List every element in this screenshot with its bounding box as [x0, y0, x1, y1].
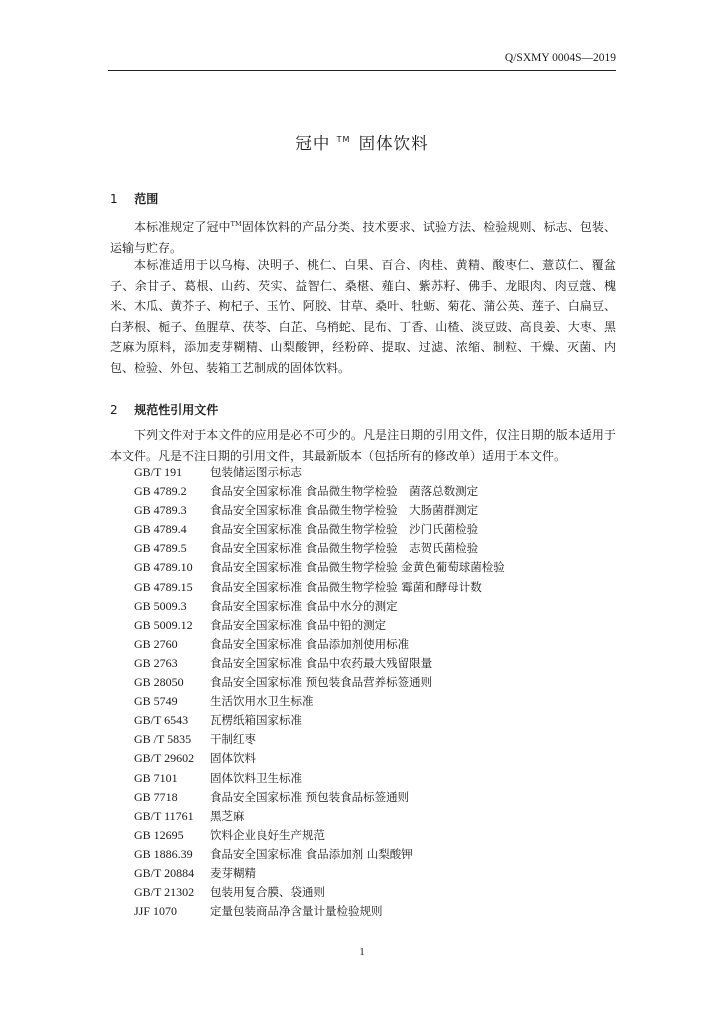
- reference-item: [134, 902, 624, 921]
- reference-item: [134, 635, 624, 654]
- reference-title: 食品安全国家标准 食品微生物学检验 志贺氏菌检验: [210, 541, 479, 556]
- reference-title: 麦芽糊精: [210, 865, 256, 880]
- reference-item: [134, 692, 624, 711]
- reference-list: [134, 463, 624, 921]
- reference-code: GB 5009.3: [134, 598, 187, 613]
- scope-p1-trademark: TM: [230, 220, 242, 228]
- reference-code: GB 4789.4: [134, 522, 187, 537]
- reference-item: [134, 558, 624, 577]
- section-2-heading: [110, 401, 218, 418]
- reference-code: GB 5009.12: [134, 617, 193, 632]
- reference-code: GB/T 29602: [134, 751, 195, 766]
- scope-paragraph-1: [110, 214, 616, 258]
- reference-title: 干制红枣: [210, 732, 256, 747]
- section-2-title: 规范性引用文件: [134, 403, 219, 417]
- reference-item: [134, 482, 624, 501]
- scope-p1-start: 本标准规定了冠中: [134, 220, 231, 234]
- reference-item: [134, 616, 624, 635]
- reference-code: GB 1886.39: [134, 846, 193, 861]
- reference-title: 固体饮料卫生标准: [210, 770, 302, 785]
- reference-code: GB 7718: [134, 789, 178, 804]
- reference-item: [134, 673, 624, 692]
- reference-item: [134, 864, 624, 883]
- reference-title: 饮料企业良好生产规范: [210, 827, 325, 842]
- reference-code: GB/T 11761: [134, 808, 194, 823]
- reference-item: [134, 826, 624, 845]
- reference-title: 食品安全国家标准 食品微生物学检验 沙门氏菌检验: [210, 522, 479, 537]
- title-rest: 固体饮料: [358, 134, 429, 153]
- reference-title: 食品安全国家标准 食品微生物学检验 金黄色葡萄球菌检验: [210, 560, 505, 575]
- scope-paragraph-2: 本标准适用于以乌梅、决明子、桃仁、白果、百合、肉桂、黄精、酸枣仁、薏苡仁、覆盆子、余甘子、葛根、山药、芡实、益智仁、桑椹、薤白、紫苏籽、佛手、龙眼肉、肉豆蔻、槐米、木瓜、黄芥子、枸杞子、玉竹、阿胶、甘草、桑叶、牡蛎、菊花、蒲公英、莲子、白扁豆、白茅根、栀子、鱼腥草、茯苓、白芷、乌梢蛇、昆布、丁香、山楂、淡豆豉、高良姜、大枣、黑芝麻为原料，添加麦芽糊精、山梨酸钾，经粉碎、提取、过滤、浓缩、制粒、干燥、灭菌、内包、检验、外包、装箱工艺制成的固体饮料。: [110, 258, 616, 375]
- reference-code: GB 2760: [134, 636, 178, 651]
- reference-title: 包装用复合膜、袋通则: [210, 885, 325, 900]
- reference-title: 生活饮用水卫生标准: [210, 694, 314, 709]
- reference-code: GB/T 20884: [134, 865, 195, 880]
- reference-item: [134, 807, 624, 826]
- reference-item: [134, 654, 624, 673]
- reference-code: GB 4789.10: [134, 560, 193, 575]
- reference-code: GB 2763: [134, 655, 178, 670]
- reference-title: 定量包装商品净含量计量检验规则: [210, 904, 383, 919]
- reference-code: GB/T 6543: [134, 713, 189, 728]
- references-intro: 下列文件对于本文件的应用是必不可少的。凡是注日期的引用文件，仅注日期的版本适用于本文件。凡是不注日期的引用文件，其最新版本（包括所有的修改单）适用于本文件。: [110, 428, 616, 463]
- reference-code: GB/T 191: [134, 465, 183, 479]
- reference-title: 食品安全国家标准 预包装食品营养标签通则: [210, 675, 433, 690]
- reference-code: GB 4789.2: [134, 484, 187, 499]
- reference-code: GB 4789.5: [134, 541, 187, 556]
- reference-code: GB 4789.15: [134, 579, 193, 594]
- standard-code: Q/SXMY 0004S—2019: [504, 52, 616, 64]
- reference-title: 食品安全国家标准 食品微生物学检验 菌落总数测定: [210, 484, 479, 499]
- reference-item: [134, 883, 624, 902]
- reference-code: GB 28050: [134, 675, 184, 690]
- title-trademark: TM: [336, 135, 351, 144]
- reference-title: 食品安全国家标准 食品中铅的测定: [210, 617, 387, 632]
- reference-item: [134, 597, 624, 616]
- reference-title: 食品安全国家标准 食品微生物学检验 大肠菌群测定: [210, 503, 479, 518]
- reference-title: 食品安全国家标准 食品中农药最大残留限量: [210, 655, 433, 670]
- section-2-number: 2: [110, 403, 118, 417]
- reference-item: [134, 711, 624, 730]
- reference-code: JJF 1070: [134, 904, 178, 919]
- reference-title: 食品安全国家标准 预包装食品标签通则: [210, 789, 410, 804]
- reference-code: GB/T 21302: [134, 885, 195, 900]
- reference-item: [134, 769, 624, 788]
- reference-item: [134, 520, 624, 539]
- reference-item: [134, 463, 624, 482]
- section-1-title: 范围: [134, 192, 159, 206]
- reference-item: [134, 749, 624, 768]
- header-rule: [108, 70, 616, 71]
- section-1-heading: [110, 190, 158, 207]
- scope-p1-end: 固体饮料的产品分类、技术要求、试验方法、检验规则、标志、包装、运输与贮存。: [110, 220, 616, 255]
- reference-code: GB 7101: [134, 770, 178, 785]
- reference-title: 固体饮料: [210, 751, 256, 766]
- reference-item: [134, 539, 624, 558]
- reference-title: 包装储运图示标志: [210, 465, 302, 479]
- reference-code: GB 12695: [134, 827, 184, 842]
- document-title: [0, 130, 724, 154]
- section-1-number: 1: [110, 192, 118, 206]
- reference-title: 食品安全国家标准 食品中水分的测定: [210, 598, 398, 613]
- page-number: 1: [359, 946, 365, 958]
- reference-item: [134, 730, 624, 749]
- reference-title: 食品安全国家标准 食品添加剂使用标准: [210, 636, 410, 651]
- reference-title: 食品安全国家标准 食品微生物学检验 霉菌和酵母计数: [210, 579, 482, 594]
- reference-title: 瓦楞纸箱国家标准: [210, 713, 302, 728]
- reference-code: GB 5749: [134, 694, 178, 709]
- reference-code: GB /T 5835: [134, 732, 192, 747]
- reference-title: 食品安全国家标准 食品添加剂 山梨酸钾: [210, 846, 413, 861]
- title-main: 冠中: [295, 134, 331, 153]
- reference-code: GB 4789.3: [134, 503, 187, 518]
- reference-item: [134, 578, 624, 597]
- reference-item: [134, 501, 624, 520]
- reference-item: [134, 845, 624, 864]
- reference-item: [134, 788, 624, 807]
- reference-title: 黑芝麻: [210, 808, 245, 823]
